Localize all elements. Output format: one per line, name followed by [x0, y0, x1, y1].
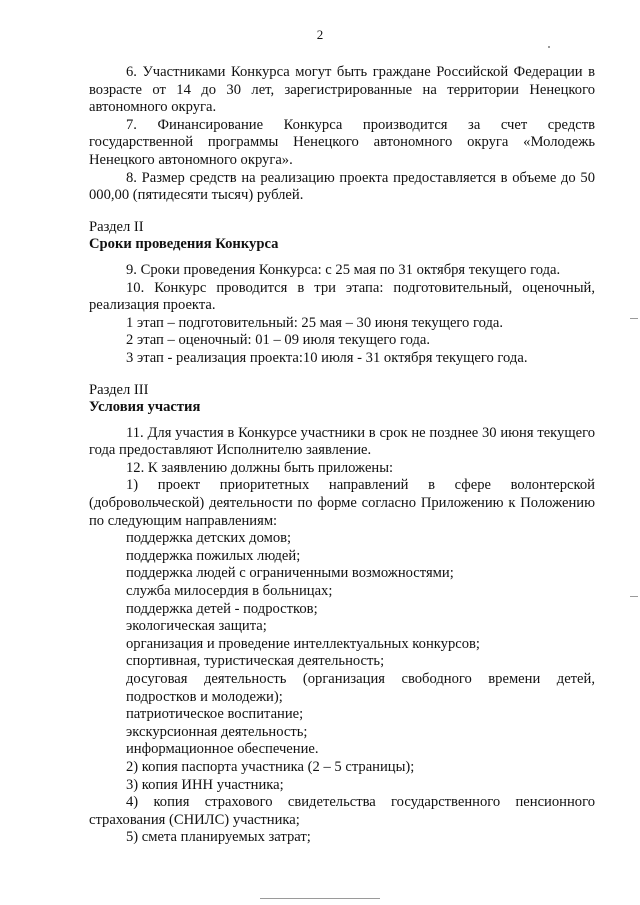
- scan-mark: [260, 898, 380, 899]
- direction-item: патриотическое воспитание;: [126, 706, 304, 723]
- direction-item: спортивная, туристическая деятельность;: [126, 653, 385, 670]
- scan-mark: [630, 318, 638, 319]
- direction-item: экологическая защита;: [126, 618, 267, 635]
- scan-mark: [630, 596, 638, 597]
- direction-item: поддержка пожилых людей;: [126, 547, 301, 564]
- paragraph-7: 7. Финансирование Конкурса производится за счет средств государственной программы Ненецкого автономного округа «Молодежь Ненецкого автономного округа».: [89, 116, 595, 168]
- direction-item: досуговая деятельность (организация свободного времени детей, подростков и молодежи);: [126, 671, 595, 705]
- stage-3: 3 этап - реализация проекта:10 июля - 31 октября текущего года.: [126, 349, 528, 366]
- section-3-label: Раздел III: [89, 381, 149, 398]
- paragraph-12: 12. К заявлению должны быть приложены:: [126, 459, 394, 476]
- paragraph-11: 11. Для участия в Конкурсе участники в срок не позднее 30 июня текущего года предоставляют Исполнителю заявление.: [89, 424, 595, 459]
- scan-mark: [548, 46, 550, 48]
- stage-2: 2 этап – оценочный: 01 – 09 июля текущего года.: [126, 332, 431, 349]
- paragraph-9: 9. Сроки проведения Конкурса: с 25 мая по 31 октября текущего года.: [126, 261, 561, 278]
- paragraph-8: 8. Размер средств на реализацию проекта предоставляется в объеме до 50 000,00 (пятидесяти тысяч) рублей.: [89, 169, 595, 204]
- direction-item: информационное обеспечение.: [126, 741, 319, 758]
- page-number: 2: [316, 27, 324, 42]
- direction-item: поддержка детских домов;: [126, 530, 292, 547]
- direction-item: поддержка людей с ограниченными возможностями;: [126, 565, 454, 582]
- stage-1: 1 этап – подготовительный: 25 мая – 30 июня текущего года.: [126, 314, 504, 331]
- section-2-label: Раздел II: [89, 218, 144, 235]
- paragraph-10: 10. Конкурс проводится в три этапа: подготовительный, оценочный, реализация проекта.: [89, 279, 595, 314]
- section-2-title: Сроки проведения Конкурса: [89, 236, 279, 253]
- direction-item: служба милосердия в больницах;: [126, 583, 333, 600]
- attachment-5: 5) смета планируемых затрат;: [126, 829, 311, 846]
- attachment-4: 4) копия страхового свидетельства государственного пенсионного страхования (СНИЛС) участника;: [89, 794, 595, 828]
- document-body: [89, 64, 595, 847]
- attachment-2: 2) копия паспорта участника (2 – 5 страницы);: [126, 758, 415, 775]
- section-3-title: Условия участия: [89, 399, 201, 416]
- direction-item: организация и проведение интеллектуальных конкурсов;: [126, 635, 480, 652]
- direction-item: поддержка детей - подростков;: [126, 600, 318, 617]
- attachment-1: 1) проект приоритетных направлений в сфере волонтерской (добровольческой) деятельности по форме согласно Приложению к Положению по следующим направлениям:: [89, 477, 595, 529]
- direction-item: экскурсионная деятельность;: [126, 723, 308, 740]
- paragraph-6: 6. Участниками Конкурса могут быть граждане Российской Федерации в возрасте от 14 до 30 лет, зарегистрированные на территории Ненецкого автономного округа.: [89, 64, 595, 116]
- attachment-3: 3) копия ИНН участника;: [126, 776, 284, 793]
